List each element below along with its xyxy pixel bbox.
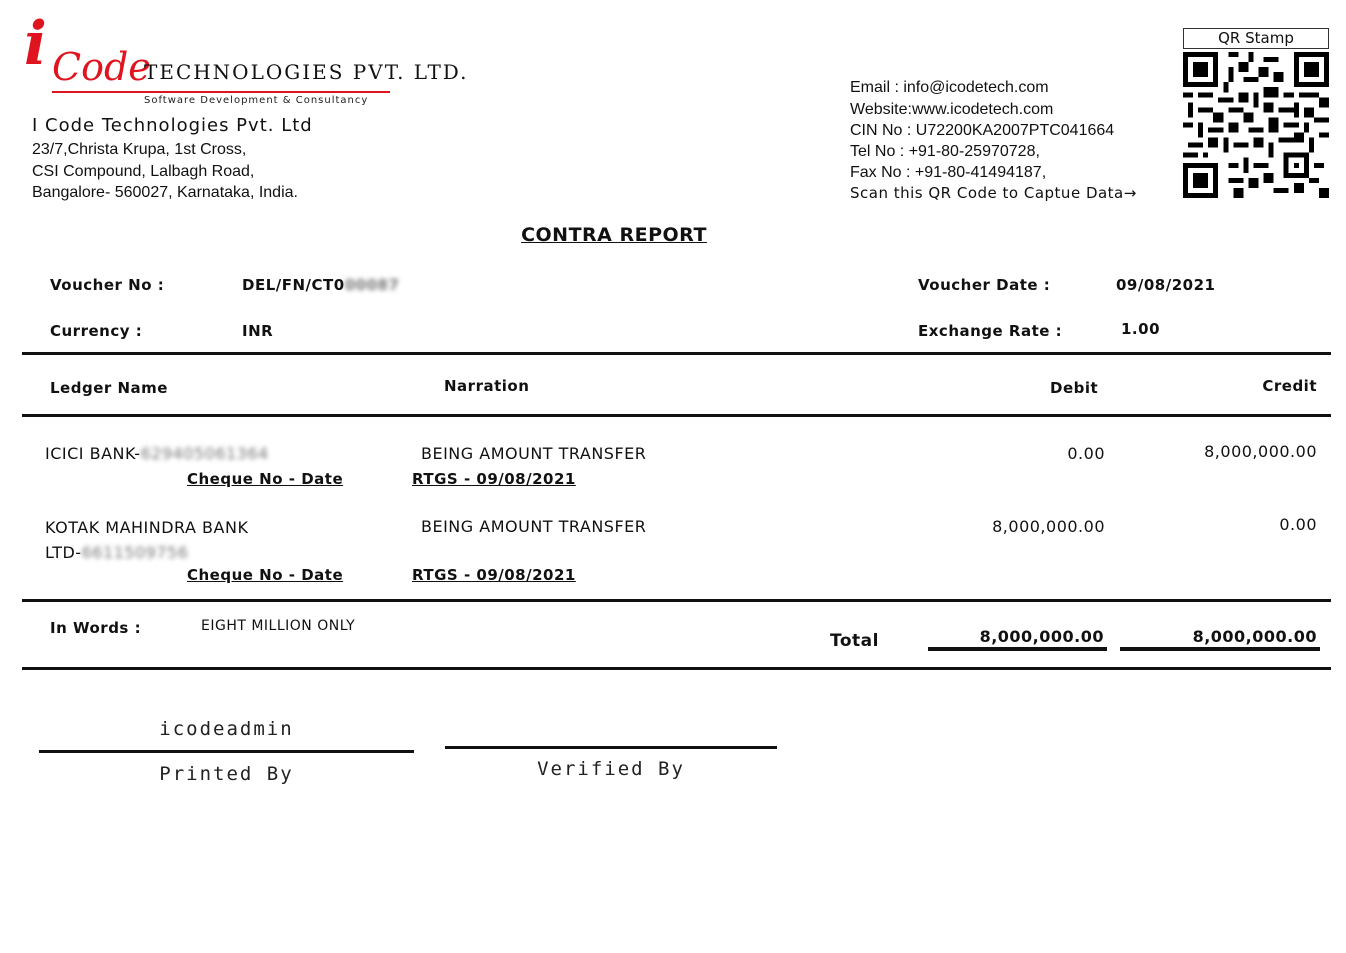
address-line-2: CSI Compound, Lalbagh Road, <box>32 163 255 180</box>
exchange-rate-label: Exchange Rate : <box>918 322 1063 340</box>
voucher-date-value: 09/08/2021 <box>1116 276 1216 294</box>
currency-value: INR <box>242 322 274 340</box>
table-row-ledger <box>45 444 269 463</box>
total-credit: 8,000,000.00 <box>1192 627 1317 646</box>
contact-email: Email : info@icodetech.com <box>850 79 1049 96</box>
logo-code-text: Code <box>52 45 151 89</box>
printed-by-label: Printed By <box>159 763 294 785</box>
logo-initial: i <box>24 9 47 79</box>
qr-scan-instruction: Scan this QR Code to Captue Data→ <box>850 184 1137 202</box>
table-row-credit: 0.00 <box>1279 515 1317 534</box>
currency-label: Currency : <box>50 322 143 340</box>
table-row-ledger <box>45 543 188 562</box>
table-row-debit: 8,000,000.00 <box>992 517 1105 536</box>
total-credit-underline <box>1120 647 1320 651</box>
qr-stamp-label: QR Stamp <box>1183 28 1329 49</box>
ledger-name: KOTAK MAHINDRA BANK <box>45 518 249 537</box>
divider <box>22 352 1331 355</box>
address-line-1: 23/7,Christa Krupa, 1st Cross, <box>32 141 247 158</box>
exchange-rate-value: 1.00 <box>1121 320 1161 338</box>
company-name: I Code Technologies Pvt. Ltd <box>32 115 313 136</box>
divider <box>22 414 1331 417</box>
voucher-no-value <box>242 276 399 294</box>
qr-code-icon <box>1183 52 1329 198</box>
table-row-credit: 8,000,000.00 <box>1204 442 1317 461</box>
voucher-date-label: Voucher Date : <box>918 276 1051 294</box>
divider <box>22 667 1331 670</box>
voucher-no-label: Voucher No : <box>50 276 165 294</box>
ledger-account-redacted: 629405061364 <box>140 444 269 463</box>
cheque-no-date-value: RTGS - 09/08/2021 <box>412 566 576 584</box>
table-row-debit: 0.00 <box>1067 444 1105 463</box>
verified-by-label: Verified By <box>537 758 685 780</box>
logo-underline <box>52 91 390 93</box>
header-debit: Debit <box>1050 379 1099 397</box>
table-row-narration: BEING AMOUNT TRANSFER <box>421 444 647 463</box>
contact-website: Website:www.icodetech.com <box>850 101 1054 118</box>
ledger-account-redacted: 6611509756 <box>81 543 189 562</box>
contact-fax: Fax No : +91-80-41494187, <box>850 164 1047 181</box>
total-debit: 8,000,000.00 <box>979 627 1104 646</box>
report-title: CONTRA REPORT <box>521 224 707 246</box>
total-label: Total <box>830 631 879 651</box>
in-words-value: EIGHT MILLION ONLY <box>201 618 356 634</box>
contact-tel: Tel No : +91-80-25970728, <box>850 143 1040 160</box>
in-words-label: In Words : <box>50 619 142 637</box>
header-ledger-name: Ledger Name <box>50 379 168 397</box>
contact-cin: CIN No : U72200KA2007PTC041664 <box>850 122 1115 139</box>
printed-by-name: icodeadmin <box>159 718 294 740</box>
table-row-narration: BEING AMOUNT TRANSFER <box>421 517 647 536</box>
total-debit-underline <box>928 647 1107 651</box>
cheque-no-date-label: Cheque No - Date <box>187 566 344 584</box>
ledger-name-continued: LTD- <box>45 543 82 562</box>
logo-tagline: Software Development & Consultancy <box>144 95 369 106</box>
divider <box>22 599 1331 602</box>
logo-technologies-text: TECHNOLOGIES PVT. LTD. <box>144 60 469 84</box>
printed-by-signature-line <box>39 750 414 753</box>
header-credit: Credit <box>1262 377 1317 395</box>
address-line-3: Bangalore- 560027, Karnataka, India. <box>32 184 298 201</box>
verified-by-signature-line <box>445 746 777 749</box>
voucher-no-redacted: 00087 <box>344 276 400 294</box>
header-narration: Narration <box>444 377 530 395</box>
cheque-no-date-label: Cheque No - Date <box>187 470 344 488</box>
cheque-no-date-value: RTGS - 09/08/2021 <box>412 470 576 488</box>
voucher-no-prefix: DEL/FN/CT0 <box>242 276 345 294</box>
ledger-name: ICICI BANK- <box>45 444 141 463</box>
